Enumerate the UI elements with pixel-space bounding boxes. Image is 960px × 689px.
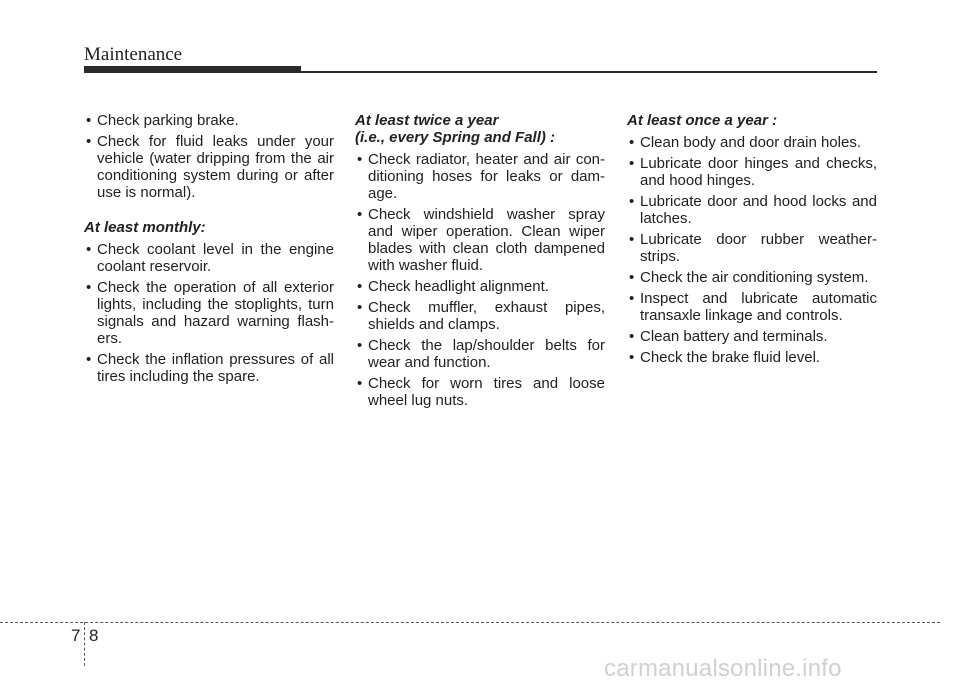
bullet: • [629,328,635,345]
bullet: • [629,269,635,286]
list-item: • Check headlight alignment. [357,278,549,295]
bullet: • [86,112,92,129]
header-rule-thick [84,66,301,73]
bullet: • [629,349,635,366]
watermark: carmanualsonline.info [604,655,842,682]
bullet: • [86,133,92,150]
list-item: • Inspect and lubricate automatic transaxle linkage and controls. [629,290,877,324]
list-item: • Check windshield washer spray and wiper operation. Clean wiper blades with clean cloth dampened with washer fluid. [357,206,605,274]
list-item: • Check muffler, exhaust pipes, shields and clamps. [357,299,605,333]
list-item: • Check the air conditioning system. [629,269,869,286]
bullet: • [357,299,363,316]
bullet: • [629,155,635,172]
bullet: • [629,231,635,248]
column-2 [355,112,605,413]
page-title: Maintenance [84,44,183,65]
bullet: • [629,290,635,307]
header-rule-thin [301,71,877,73]
list-item: • Lubricate door and hood locks and latches. [629,193,877,227]
list-item: • Check the brake fluid level. [629,349,821,366]
footer-divider [0,622,940,623]
bullet: • [357,151,363,168]
page-number: 8 [89,626,99,645]
bullet: • [86,241,92,258]
list-item: • Check coolant level in the engine coolant reservoir. [86,241,334,275]
heading-line: At least twice a year [355,112,499,129]
list-item: • Lubricate door rubber weather-strips. [629,231,877,265]
list-item: • Check for fluid leaks under your vehicle (water dripping from the air conditioning system during or after use is normal). [86,133,334,201]
bullet: • [357,337,363,354]
bullet: • [86,279,92,296]
bullet: • [357,278,363,295]
list-item: • Check for worn tires and loose wheel lug nuts. [357,375,605,409]
list-item: • Check parking brake. [86,112,239,129]
heading-line: (i.e., every Spring and Fall) : [355,129,556,146]
bullet: • [629,193,635,210]
section-heading-monthly: At least monthly: [84,219,206,236]
list-item: • Clean battery and terminals. [629,328,828,345]
bullet: • [357,375,363,392]
bullet: • [86,351,92,368]
list-item: • Lubricate door hinges and checks, and hood hinges. [629,155,877,189]
section-heading-twice-a-year [355,112,605,146]
footer-page-divider [84,622,85,666]
list-item: • Check the lap/shoulder belts for wear and function. [357,337,605,371]
chapter-number: 7 [71,626,81,645]
column-3 [627,112,877,370]
column-1 [84,112,334,389]
list-item: • Check the operation of all exterior lights, including the stoplights, turn signals and hazard warning flash-ers. [86,279,334,347]
list-item: • Check radiator, heater and air con-ditioning hoses for leaks or dam-age. [357,151,605,202]
bullet: • [629,134,635,151]
section-heading-once-a-year: At least once a year : [627,112,778,129]
list-item: • Clean body and door drain holes. [629,134,861,151]
list-item: • Check the inflation pressures of all tires including the spare. [86,351,334,385]
bullet: • [357,206,363,223]
